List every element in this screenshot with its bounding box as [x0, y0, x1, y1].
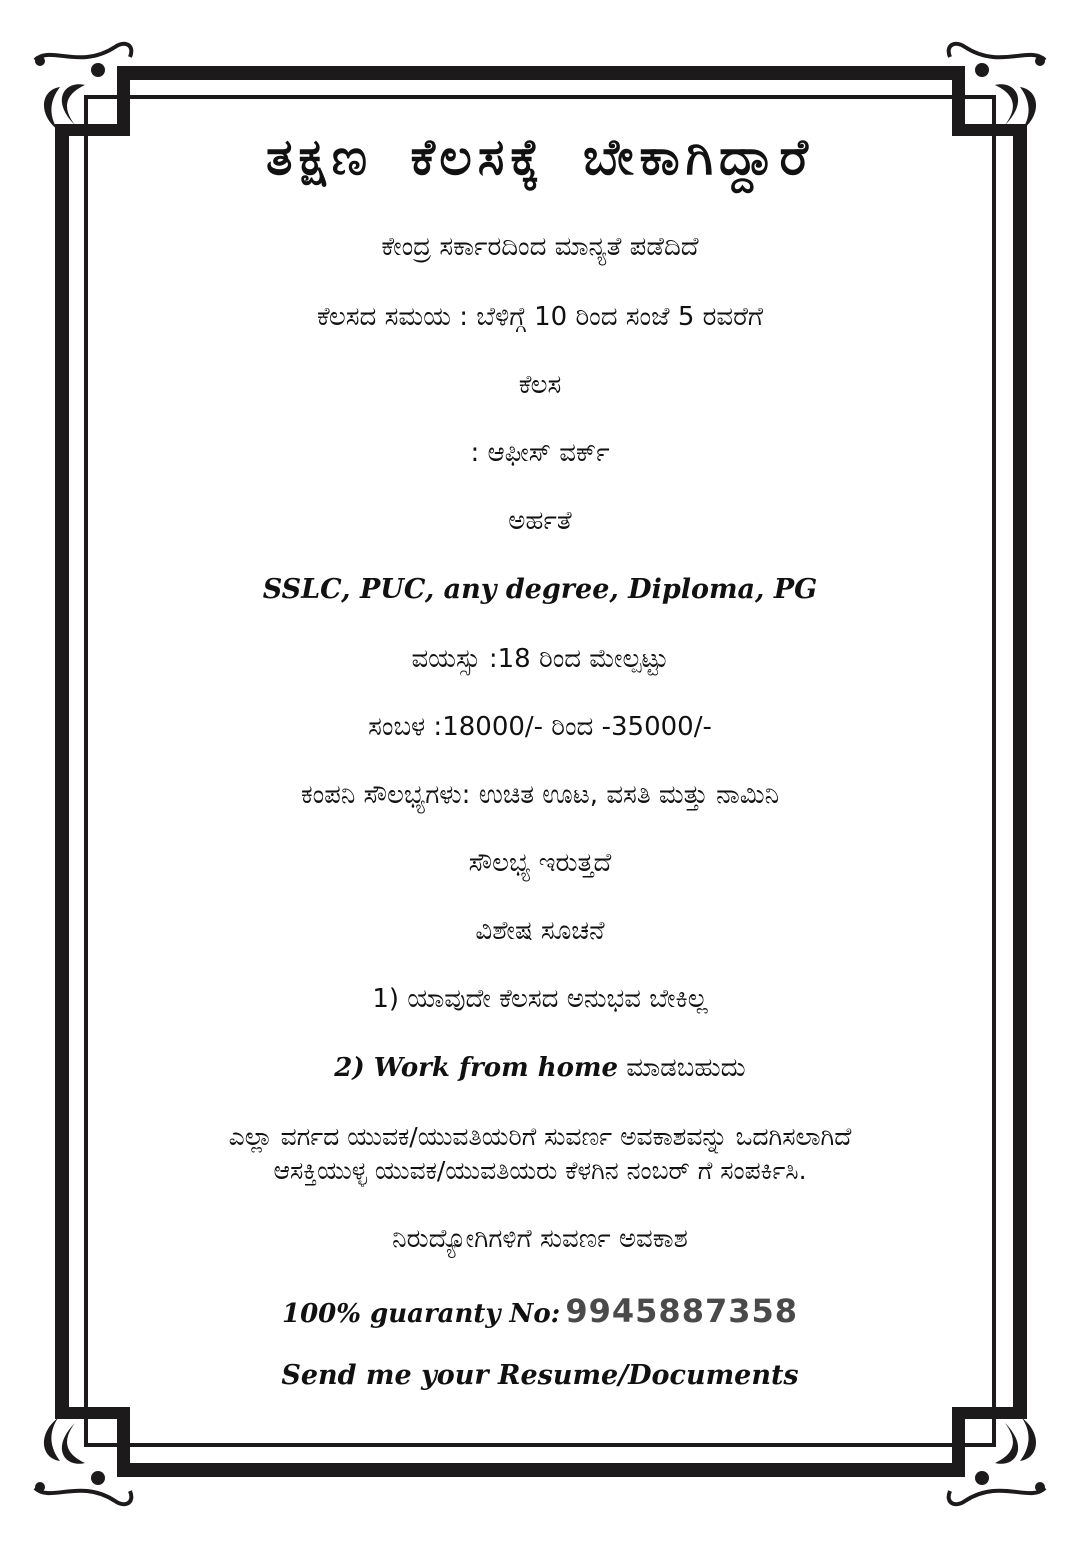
phone-number[interactable]: 9945887358 [565, 1292, 799, 1330]
frame-top-thin [88, 95, 992, 99]
note-2 [0, 1053, 1080, 1084]
poster-title: ತಕ್ಷಣ ಕೆಲಸಕ್ಕೆ ಬೇಕಾಗಿದ್ದಾರೆ [266, 128, 814, 186]
frame-bottom-thin [88, 1443, 992, 1447]
note-2-kannada: ಮಾಡಬಹುದು [618, 1053, 746, 1083]
frame-top-thick [125, 66, 957, 80]
frame-bottom-thick [125, 1463, 957, 1477]
benefits-line-2: ಸೌಲಭ್ಯ ಇರುತ್ತದೆ [468, 848, 612, 878]
work-hours-text: ಕೆಲಸದ ಸಮಯ : ಬೆಳಿಗ್ಗೆ 10 ರಿಂದ ಸಂಜೆ 5 ರವರೆಗೆ [316, 302, 764, 332]
age-text: ವಯಸ್ಸು :18 ರಿಂದ ಮೇಲ್ಪಟ್ಟು [411, 644, 669, 674]
golden-opportunity-text: ನಿರುದ್ಯೋಗಿಗಳಿಗೆ ಸುವರ್ಣ ಅವಕಾಶ [392, 1224, 688, 1254]
swirl-ornament-bottom-left-icon [20, 1393, 150, 1523]
special-note-label: ವಿಶೇಷ ಸೂಚನೆ [475, 916, 605, 946]
note-1: 1) ಯಾವುದೇ ಕೆಲಸದ ಅನುಭವ ಬೇಕಿಲ್ಲ [372, 984, 708, 1014]
job-value: : ಆಫೀಸ್ ವರ್ಕ್ [470, 438, 610, 468]
guarantee-label: 100% guaranty No: [281, 1299, 561, 1329]
qualification-label: ಅರ್ಹತೆ [508, 506, 572, 536]
job-label: ಕೆಲಸ [518, 370, 562, 400]
invite-line-2: ಆಸಕ್ತಿಯುಳ್ಳ ಯುವಕ/ಯುವತಿಯರು ಕೆಳಗಿನ ನಂಬರ್ ಗೆ ಸಂಪರ್ಕಿಸಿ. [273, 1156, 807, 1185]
contact-line [0, 1292, 1080, 1330]
qualification-value: SSLC, PUC, any degree, Diploma, PG [262, 574, 818, 605]
send-resume-text: Send me your Resume/Documents [281, 1360, 799, 1391]
benefits-line-1: ಕಂಪನಿ ಸೌಲಭ್ಯಗಳು: ಉಚಿತ ಊಟ, ವಸತಿ ಮತ್ತು ನಾಮಿನಿ [300, 780, 780, 810]
recognition-text: ಕೇಂದ್ರ ಸರ್ಕಾರದಿಂದ ಮಾನ್ಯತೆ ಪಡೆದಿದೆ [381, 232, 699, 262]
swirl-ornament-bottom-right-icon [930, 1393, 1060, 1523]
note-2-english: 2) Work from home [334, 1053, 619, 1083]
salary-text: ಸಂಬಳ :18000/- ರಿಂದ -35000/- [368, 712, 712, 742]
invite-line-1: ಎಲ್ಲಾ ವರ್ಗದ ಯುವಕ/ಯುವತಿಯರಿಗೆ ಸುವರ್ಣ ಅವಕಾಶವನ್ನು ಒದಗಿಸಲಾಗಿದೆ [228, 1122, 852, 1151]
